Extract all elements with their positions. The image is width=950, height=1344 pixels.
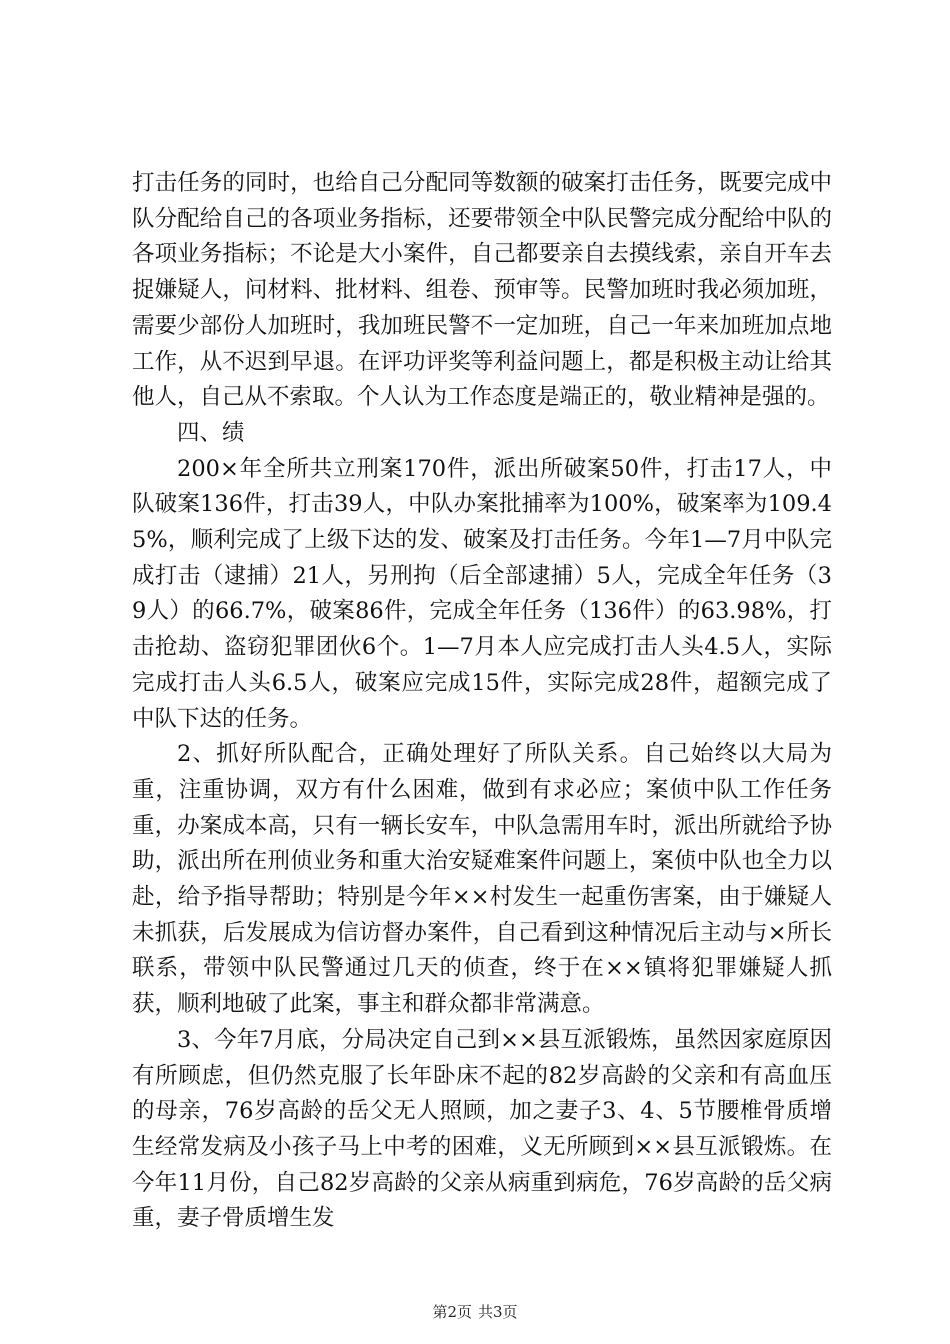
paragraph-3: 200×年全所共立刑案170件，派出所破案50件，打击17人，中队破案136件，打击39人，中队办案批捕率为100%，破案率为109.45%，顺利完成了上级下达的发、破案及打击任务。今年1—7月中队完成打击（逮捕）21人，另刑拘（后全部逮捕）5人，完成全年任务（39人）的66.7%，破案86件，完成全年任务（136件）的63.98%，打击抢劫、盗窃犯罪团伙6个。1—7月本人应完成打击人头4.5人，实际完成打击人头6.5人，破案应完成15件，实际完成28件，超额完成了中队下达的任务。: [132, 455, 832, 732]
page-footer: [0, 1302, 950, 1322]
paragraph-1: 打击任务的同时，也给自己分配同等数额的破案打击任务，既要完成中队分配给自己的各项业务指标，还要带领全中队民警完成分配给中队的各项业务指标；不论是大小案件，自己都要亲自去摸线索，亲自开车去捉嫌疑人，问材料、批材料、组卷、预审等。民警加班时我必须加班，需要少部份人加班时，我加班民警不一定加班，自己一年来加班加点地工作，从不迟到早退。在评功评奖等利益问题上，都是积极主动让给其他人，自己从不索取。个人认为工作态度是端正的，敬业精神是强的。: [132, 170, 832, 411]
paragraph-4: 2、抓好所队配合，正确处理好了所队关系。自己始终以大局为重，注重协调，双方有什么困难，做到有求必应；案侦中队工作任务重，办案成本高，只有一辆长安车，中队急需用车时，派出所就给予协助，派出所在刑侦业务和重大治安疑难案件问题上，案侦中队也全力以赴，给予指导帮助；特别是今年××村发生一起重伤害案，由于嫌疑人未抓获，后发展成为信访督办案件，自己看到这种情况后主动与×所长联系，带领中队民警通过几天的侦查，终于在××镇将犯罪嫌疑人抓获，顺利地破了此案，事主和群众都非常满意。: [132, 741, 832, 1018]
page-number: 第2页: [432, 1303, 472, 1321]
document-body: [132, 166, 832, 1237]
paragraph-5: 3、今年7月底，分局决定自己到××县互派锻炼，虽然因家庭原因有所顾虑，但仍然克服了长年卧床不起的82岁高龄的父亲和有高血压的母亲，76岁高龄的岳父无人照顾，加之妻子3、4、5节腰椎骨质增生经常发病及小孩子马上中考的困难，义无所顾到××县互派锻炼。在今年11月份，自己82岁高龄的父亲从病重到病危，76岁高龄的岳父病重，妻子骨质增生发: [132, 1026, 832, 1232]
page-total: 共3页: [478, 1303, 518, 1321]
section-heading-4: 四、绩: [177, 419, 245, 446]
